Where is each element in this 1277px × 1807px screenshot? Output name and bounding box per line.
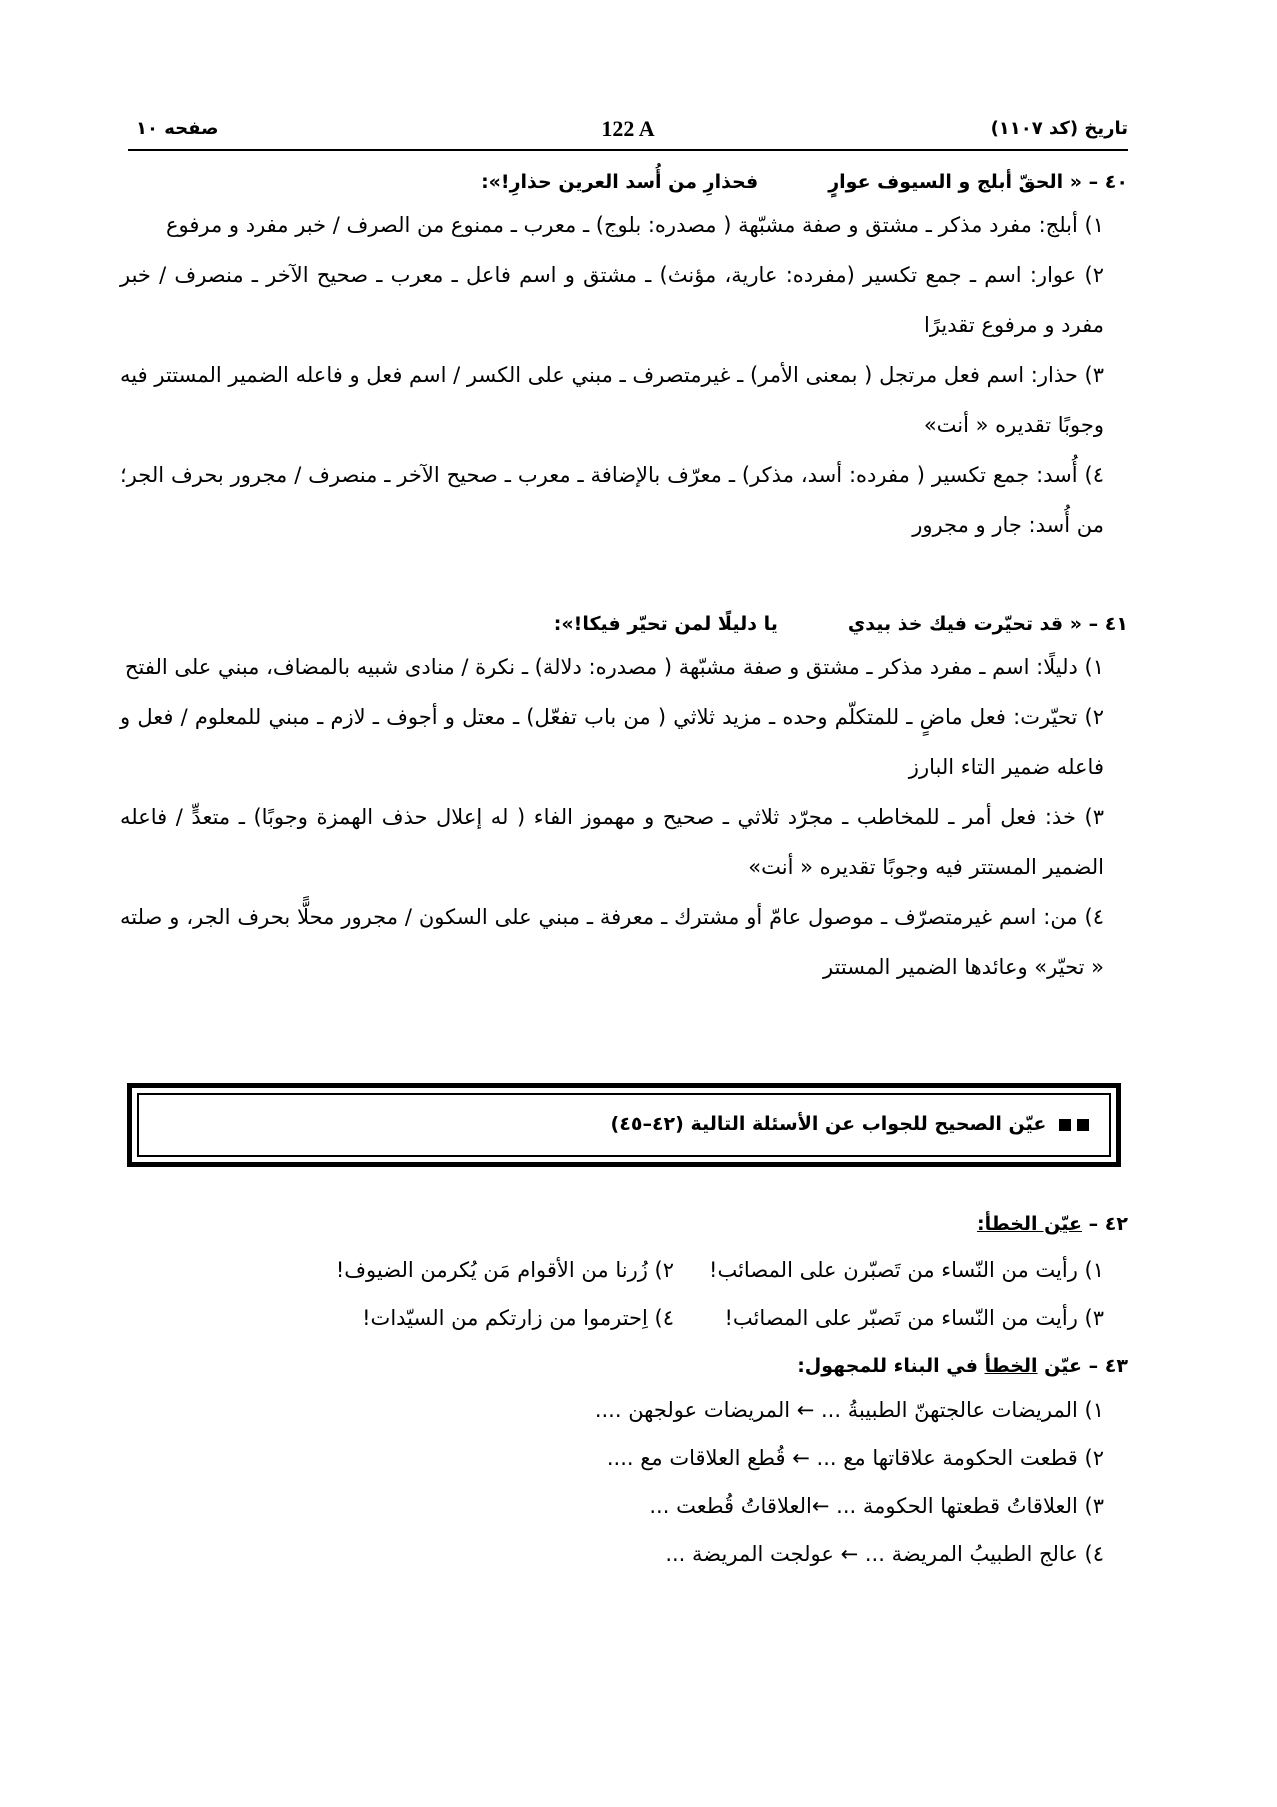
header-booklet-code: 122 A (601, 116, 655, 141)
answer-option-1[interactable]: ١) المريضات عالجتهنّ الطبيبةُ ... ← المريضات عولجهن .... (594, 1398, 1104, 1422)
square-bullet-icon (1059, 1119, 1071, 1131)
answer-option-1[interactable]: ١) رأيت من النّساء من تَصبّرن على المصائب! (709, 1258, 1104, 1282)
question-41-stem (120, 608, 1128, 640)
answer-option-2[interactable]: ٢) قطعت الحكومة علاقاتها مع ... ← قُطع العلاقات مع .... (606, 1446, 1104, 1470)
answer-option-4[interactable]: ٤) عالج الطبيبُ المريضة ... ← عولجت المريضة ... (665, 1542, 1104, 1566)
header-page-number: صفحه ۱۰ (136, 118, 219, 139)
answer-option-4[interactable]: ٤) اِحترموا من زارتكم من السيّدات! (362, 1306, 674, 1330)
answer-option-4[interactable]: ٤) أُسد: جمع تكسير ( مفرده: أسد، مذكر) ـ معرّف بالإضافة ـ معرب ـ صحيح الآخر ـ منصرف / مجرور بحرف الجر؛ من أُسد: جار و مجرور (120, 463, 1104, 537)
answer-options-row-1 (120, 1246, 1104, 1294)
question-43-stem (120, 1350, 1128, 1382)
question-instruction: عيّن الخطأ: (976, 1213, 1082, 1235)
answer-option-3[interactable]: ٣) خذ: فعل أمر ـ للمخاطب ـ مجرّد ثلاثي ـ صحيح و مهموز الفاء ( له إعلال حذف الهمزة وجوبًا) ـ متعدٍّ / فاعله الضمير المستتر فيه وجوبًا تقديره « أنت» (120, 805, 1104, 879)
question-number: ٤٢ – (1088, 1213, 1128, 1235)
question-40 (120, 166, 1128, 550)
verse-second-hemistich: يا دليلًا لمن تحيّر فيكا!»: (553, 613, 778, 635)
question-number: ٤١ – (1088, 613, 1128, 635)
question-number: ٤٠ – (1088, 171, 1128, 193)
question-42-stem (120, 1208, 1128, 1240)
answer-option-4[interactable]: ٤) من: اسم غيرمتصرّف ـ موصول عامّ أو مشترك ـ معرفة ـ مبني على السكون / مجرور محلًّا بحرف الجر، و صلته « تحيّر» وعائدها الضمير المستتر (120, 905, 1104, 979)
verse-second-hemistich: فحذارِ من أُسد العرين حذارِ!»: (481, 171, 759, 193)
section-instruction-text: عيّن الصحيح للجواب عن الأسئلة التالية (٤٢–٤٥) (610, 1113, 1047, 1135)
question-instruction: عيّن الخطأ في البناء للمجهول: (797, 1355, 1082, 1377)
section-instruction (137, 1093, 1111, 1157)
verse-first-hemistich: « الحقّ أبلج و السيوف عوارٍ (828, 171, 1082, 193)
answer-option-3[interactable]: ٣) رأيت من النّساء من تَصبّر على المصائب! (724, 1306, 1104, 1330)
question-40-stem (120, 166, 1128, 198)
question-number: ٤٣ – (1088, 1355, 1128, 1377)
question-43 (120, 1350, 1128, 1578)
answer-option-2[interactable]: ٢) زُرنا من الأقوام مَن يُكرمن الضيوف! (335, 1258, 674, 1282)
answer-option-3[interactable]: ٣) العلاقاتُ قطعتها الحكومة ... ←العلاقاتُ قُطعت ... (649, 1494, 1104, 1518)
answer-options-row-2 (120, 1294, 1104, 1342)
answer-option-2[interactable]: ٢) عوار: اسم ـ جمع تكسير (مفرده: عارية، مؤنث) ـ مشتق و اسم فاعل ـ معرب ـ صحيح الآخر ـ منصرف / خبر مفرد و مرفوع تقديرًا (120, 263, 1104, 337)
answer-option-1[interactable]: ١) أبلج: مفرد مذكر ـ مشتق و صفة مشبّهة ( مصدره: بلوج) ـ معرب ـ ممنوع من الصرف / خبر مفرد و مرفوع (165, 213, 1104, 237)
section-instruction-box (127, 1083, 1121, 1167)
question-42 (120, 1208, 1128, 1342)
answer-option-1[interactable]: ١) دليلًا: اسم ـ مفرد مذكر ـ مشتق و صفة مشبّهة ( مصدره: دلالة) ـ نكرة / منادى شبيه بالمضاف، مبني على الفتح (124, 655, 1104, 679)
page-header (128, 118, 1128, 148)
answer-option-3[interactable]: ٣) حذار: اسم فعل مرتجل ( بمعنى الأمر) ـ غيرمتصرف ـ مبني على الكسر / اسم فعل و فاعله الضمير المستتر فيه وجوبًا تقديره « أنت» (120, 363, 1104, 437)
question-41 (120, 608, 1128, 992)
answer-option-2[interactable]: ٢) تحيّرت: فعل ماضٍ ـ للمتكلّم وحده ـ مزيد ثلاثي ( من باب تفعّل) ـ معتل و أجوف ـ لازم ـ مبني للمعلوم / فعل و فاعله ضمير التاء البارز (120, 705, 1104, 779)
header-divider (128, 149, 1128, 151)
header-exam-date-code: تاریخ (کد ۱۱۰۷) (990, 118, 1128, 139)
square-bullet-icon (1077, 1119, 1089, 1131)
verse-first-hemistich: « قد تحيّرت فيك خذ بيدي (847, 613, 1082, 635)
